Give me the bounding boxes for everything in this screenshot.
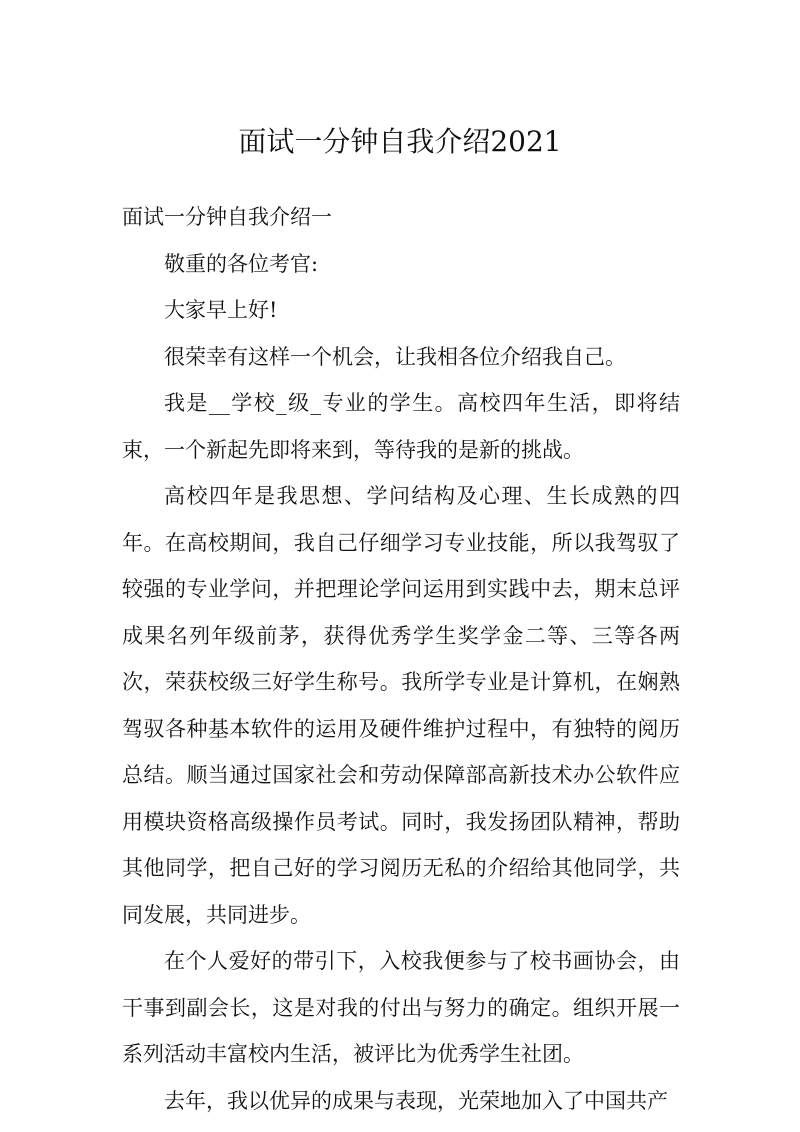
paragraph-identity: 我是__学校_级_专业的学生。高校四年生活，即将结束，一个新起先即将来到，等待我的是新的挑战。	[122, 391, 680, 462]
paragraph-hobbies: 在个人爱好的带引下，入校我便参与了校书画协会，由干事到副会长，这是对我的付出与努力的确定。组织开展一系列活动丰富校内生活，被评比为优秀学生社团。	[122, 949, 680, 1066]
document-body	[122, 194, 680, 1124]
paragraph-last-year: 去年，我以优异的成果与表现，光荣地加入了中国共产	[164, 1088, 668, 1113]
section-heading: 面试一分钟自我介绍一	[122, 205, 332, 229]
paragraph-greeting: 敬重的各位考官:	[164, 251, 319, 276]
paragraph-intro: 很荣幸有这样一个机会，让我相各位介绍我自己。	[164, 344, 626, 369]
paragraph-university: 高校四年是我思想、学问结构及心理、生长成熟的四年。在高校期间，我自己仔细学习专业技能，所以我驾驭了较强的专业学问，并把理论学问运用到实践中去，期末总评成果名列年级前茅，获得优秀学生奖学金二等、三等各两次，荣获校级三好学生称号。我所学专业是计算机，在娴熟驾驭各种基本软件的运用及硬件维护过程中，有独特的阅历总结。顺当通过国家社会和劳动保障部高新技术办公软件应用模块资格高级操作员考试。同时，我发扬团队精神，帮助其他同学，把自己好的学习阅历无私的介绍给其他同学，共同发展，共同进步。	[122, 484, 680, 927]
paragraph-morning: 大家早上好!	[164, 298, 278, 322]
document-title: 面试一分钟自我介绍2021	[238, 125, 562, 158]
